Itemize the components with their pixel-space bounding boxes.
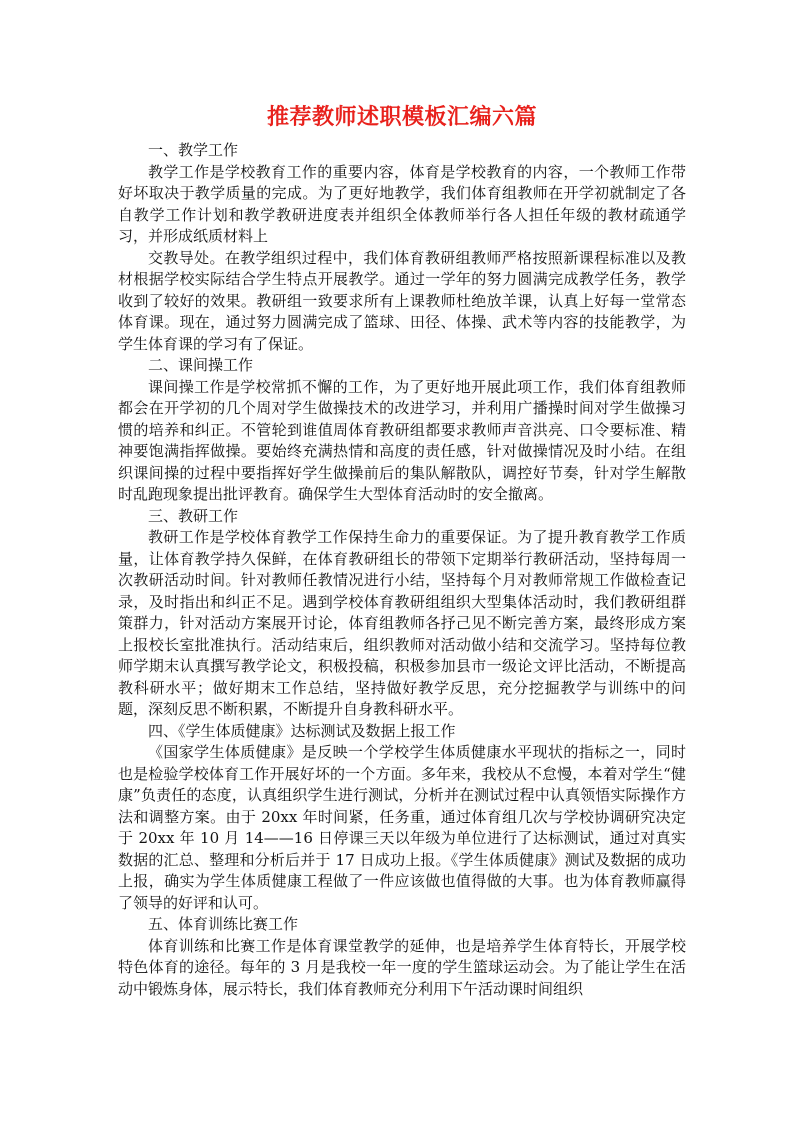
section-heading: 三、教研工作 [148,506,239,525]
section-heading: 一、教学工作 [148,141,239,159]
paragraph: 交教导处。在教学组织过程中，我们体育教研组教师严格按照新课程标准以及教材根据学校实际结合学生特点开展教学。通过一学年的努力圆满完成教学任务，教学收到了较好的效果。教研组一致要求所有上课教师杜绝放羊课，认真上好每一堂常态体育课。现在，通过努力圆满完成了篮球、田径、体操、武术等内容的技能教学，为学生体育课的学习有了保证。 [118,248,686,353]
section-exercise [118,355,686,506]
paragraph: 教学工作是学校教育工作的重要内容，体育是学校教育的内容，一个教师工作带好坏取决于教学质量的完成。为了更好地教学，我们体育组教师在开学初就制定了各自教学工作计划和教学教研进度表并组织全体教师举行各人担任年级的教材疏通学习，并形成纸质材料上 [118,162,686,245]
section-heading: 二、课间操工作 [148,356,254,374]
section-heading: 四、《学生体质健康》达标测试及数据上报工作 [148,721,456,740]
section-heading: 五、体育训练比赛工作 [148,915,299,933]
paragraph: 体育训练和比赛工作是体育课堂教学的延伸，也是培养学生体育特长，开展学校特色体育的途径。每年的 3 月是我校一年一度的学生篮球运动会。为了能让学生在活动中锻炼身体，展示特长，我们体育教师充分利用下午活动课时间组织 [118,936,686,998]
section-teaching [118,140,686,355]
paragraph: 课间操工作是学校常抓不懈的工作，为了更好地开展此项工作，我们体育组教师都会在开学初的几个周对学生做操技术的改进学习，并利用广播操时间对学生做操习惯的培养和纠正。不管轮到谁值周体育教研组都要求教师声音洪亮、口令要标准、精神要饱满指挥做操。要始终充满热情和高度的责任感，针对做操情况及时小结。在组织课间操的过程中要指挥好学生做操前后的集队解散队，调控好节奏，针对学生解散时乱跑现象提出批评教育。确保学生大型体育活动时的安全撤离。 [118,377,686,503]
section-training [118,914,686,1000]
document-title: 推荐教师述职模板汇编六篇 [266,104,537,130]
section-research [118,506,686,721]
section-fitness-test [118,721,686,915]
paragraph: 《国家学生体质健康》是反映一个学校学生体质健康水平现状的指标之一，同时也是检验学校体育工作开展好坏的一个方面。多年来，我校从不怠慢，本着对学生“健康”负责任的态度，认真组织学生进行测试，分析并在测试过程中认真领悟实际操作方法和调整方案。由于 20xx 年时间紧，任务重，通过体育组几次与学校协调研究决定于 20xx 年 10 月 14——16 日停课三天以年级为单位进行了达标测试，通过对真实数据的汇总、整理和分析后并于 17 日成功上报。《学生体质健康》测试及数据的成功上报，确实为学生体质健康工程做了一件应该做也值得做的大事。也为体育教师赢得了领导的好评和认可。 [118,743,686,912]
document-page [118,102,686,1000]
paragraph: 教研工作是学校体育教学工作保持生命力的重要保证。为了提升教育教学工作质量，让体育教学持久保鲜，在体育教研组长的带领下定期举行教研活动，坚持每周一次教研活动时间。针对教师任教情况进行小结，坚持每个月对教师常规工作做检查记录，及时指出和纠正不足。遇到学校体育教研组组织大型集体活动时，我们教研组群策群力，针对活动方案展开讨论，体育组教师各抒己见不断完善方案，最终形成方案上报校长室批准执行。活动结束后，组织教师对活动做小结和交流学习。坚持每位教师学期末认真撰写教学论文，积极投稿，积极参加县市一级论文评比活动，不断提高教科研水平；做好期末工作总结，坚持做好教学反思，充分挖掘教学与训练中的问题，深刻反思不断积累，不断提升自身教科研水平。 [118,528,686,718]
